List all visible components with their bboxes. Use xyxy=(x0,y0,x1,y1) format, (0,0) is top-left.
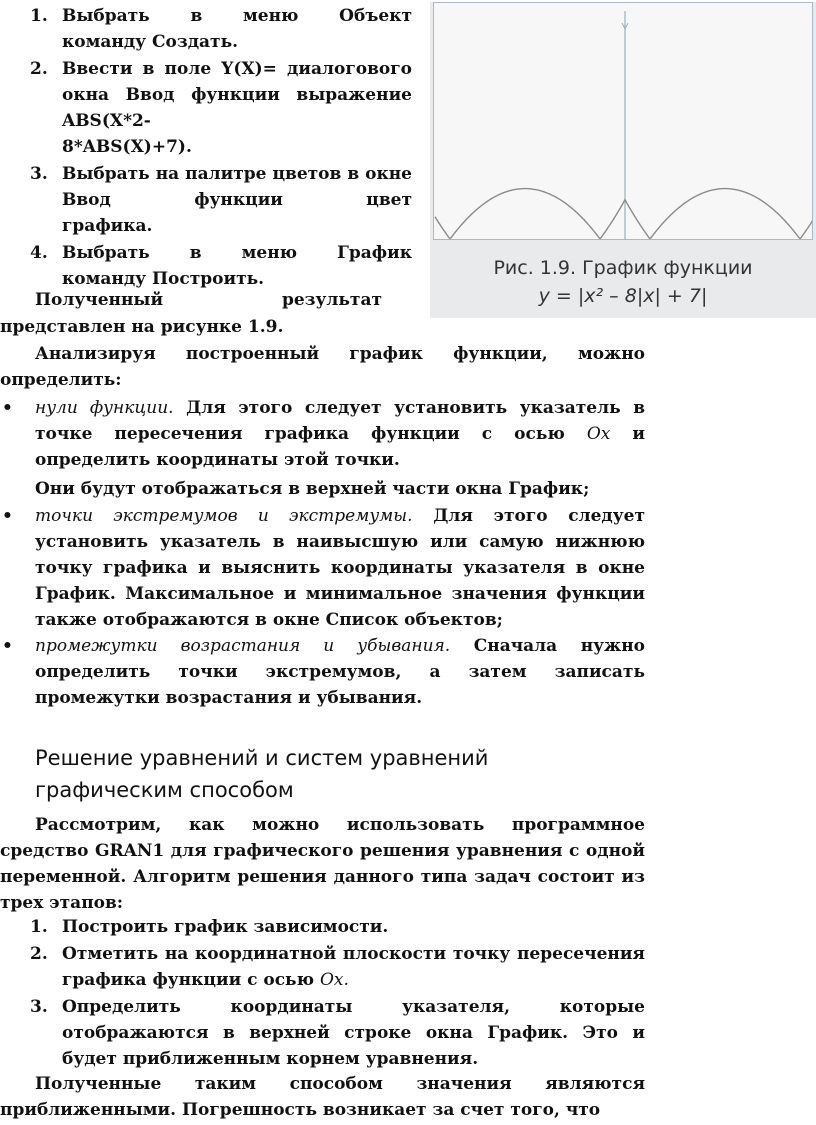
bullet-extrema xyxy=(0,503,645,633)
step-number: 3. xyxy=(30,997,48,1017)
step-text: Выбрать в меню Объект xyxy=(62,6,412,26)
result-line-1: Полученный результат xyxy=(35,290,382,310)
bullet-term: промежутки возрастания и убывания. xyxy=(35,636,451,656)
bullet-zeros-extra: Они будут отображаться в верхней части окна График; xyxy=(35,479,590,499)
top-step-1 xyxy=(30,3,412,55)
bullet-term: нули функции. xyxy=(35,398,174,418)
bullet-dot: • xyxy=(2,398,13,418)
caption-formula: y = |x² – 8|x| + 7| xyxy=(538,285,708,307)
bottom-step-1 xyxy=(30,914,645,940)
bullet-text: Для этого следует установить указатель в точке пересечения графика функции с осью xyxy=(35,398,646,444)
top-step-3 xyxy=(30,161,412,239)
bullet-zeros xyxy=(0,395,645,473)
bullet-dot: • xyxy=(2,506,13,526)
bullet-monotonicity xyxy=(0,633,645,711)
bottom-step-3 xyxy=(30,994,645,1072)
top-step-4 xyxy=(30,240,412,292)
bullet-text: Сначала нужно определить точки экстремумов, а затем записать промежутки возрастания и убывания. xyxy=(35,636,645,708)
axis-label: Ox xyxy=(586,424,611,444)
section-heading: Решение уравнений и систем уравнений графическим способом xyxy=(35,746,489,802)
step-number: 3. xyxy=(30,164,48,184)
step-number: 1. xyxy=(30,917,48,937)
step-text: Ввести в поле Y(X)= диалогового окна Ввод функции выражение ABS(X*2- xyxy=(62,59,412,131)
paragraph-final: Полученные таким способом значения являются приближенными. Погрешность возникает за счет того, что xyxy=(0,1074,645,1120)
step-text-end: команду Создать. xyxy=(62,32,239,52)
function-curve xyxy=(435,189,812,239)
bottom-step-2 xyxy=(30,941,645,993)
paragraph-consider: Рассмотрим, как можно использовать программное средство GRAN1 для графического решения уравнения с одной переменной. Алгоритм решения данного типа задач состоит из трех этапов: xyxy=(0,815,645,913)
step-number: 2. xyxy=(30,944,48,964)
top-steps-list xyxy=(30,3,412,293)
step-number: 1. xyxy=(30,6,48,26)
bullet-text-end: и определить координаты этой точки. xyxy=(35,424,645,470)
step-text: Выбрать в меню График xyxy=(62,243,412,263)
bullet-dot: • xyxy=(2,636,13,656)
step-text: Определить координаты указателя, которые отображаются в верхней строке окна График. Это и будет приближенным корнем уравнения. xyxy=(62,997,645,1069)
function-graph xyxy=(434,3,812,239)
step-text: Отметить на координатной плоскости точку пересечения графика функции с осью xyxy=(62,944,645,990)
step-text: Выбрать на палитре цветов в окне Ввод функции цвет xyxy=(62,164,412,210)
step-text-end: графика. xyxy=(62,216,153,236)
result-line-2: представлен на рисунке 1.9. xyxy=(0,317,284,337)
top-step-2 xyxy=(30,56,412,160)
step-number: 4. xyxy=(30,243,48,263)
bullet-term: точки экстремумов и экстремумы. xyxy=(35,506,413,526)
graph-frame xyxy=(433,2,813,240)
step-text-end: 8*ABS(X)+7). xyxy=(62,137,192,157)
analyze-intro: Анализируя построенный график функции, можно определить: xyxy=(0,344,645,390)
step-text: Построить график зависимости. xyxy=(62,917,389,937)
step-number: 2. xyxy=(30,59,48,79)
caption-title: Рис. 1.9. График функции xyxy=(493,257,753,279)
bullet-text: Для этого следует установить указатель в наивысшую или самую нижнюю точку графика и выяснить координаты указателя в окне График. Максимальное и минимальное значения функции также отображаются в окне Список объектов; xyxy=(35,506,645,630)
figure-caption xyxy=(430,254,816,310)
axis-label: Ox. xyxy=(319,970,349,990)
bottom-steps-list xyxy=(30,914,645,1073)
step-text-end: команду Построить. xyxy=(62,269,265,289)
figure-1-9 xyxy=(430,2,816,318)
